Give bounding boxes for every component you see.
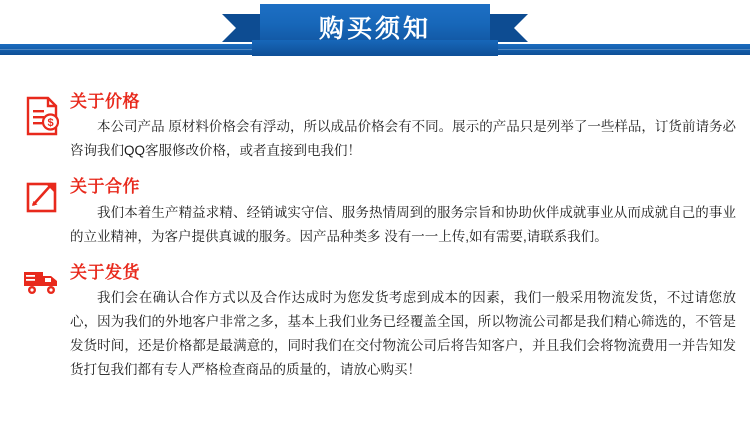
price-tag-document-icon xyxy=(25,96,59,136)
section-body-price: 本公司产品 原材料价格会有浮动，所以成品价格会有不同。展示的产品只是列举了一些样品，订货前请务必咨询我们QQ客服修改价格，或者直接到电我们！ xyxy=(70,119,736,159)
text-container-shipping xyxy=(70,263,736,382)
section-about-price xyxy=(14,92,736,163)
ribbon-wing-right xyxy=(488,14,528,42)
ribbon-wing-left xyxy=(222,14,262,42)
icon-container-price xyxy=(14,92,70,136)
delivery-truck-icon xyxy=(22,267,62,297)
section-title-shipping: 关于发货 xyxy=(70,262,140,282)
page-banner xyxy=(0,0,750,62)
text-container-price xyxy=(70,92,736,163)
section-body-cooperation: 我们本着生产精益求精、经销诚实守信、服务热情周到的服务宗旨和协助伙伴成就事业从而成就自己的事业的立业精神，为客户提供真诚的服务。因产品种类多 没有一一上传,如有需要,请联系我们。 xyxy=(70,204,736,244)
pencil-edit-icon xyxy=(25,181,59,217)
icon-container-cooperation xyxy=(14,177,70,217)
section-title-price: 关于价格 xyxy=(70,92,140,111)
section-about-cooperation xyxy=(14,177,736,248)
section-body-shipping: 我们会在确认合作方式以及合作达成时为您发货考虑到成本的因素，我们一般采用物流发货，不过请您放心，因为我们的外地客户非常之多，基本上我们业务已经覆盖全国，所以物流公司都是我们精心筛选的，不管是发货时间，还是价格都是最满意的，同时我们在交付物流公司后将告知客户，并且我们会将物流费用一并告知发货打包我们都有专人严格检查商品的质量的，请放心购买！ xyxy=(70,290,736,378)
page-title: 购买须知 xyxy=(318,14,431,43)
icon-container-shipping xyxy=(14,263,70,297)
section-about-shipping xyxy=(14,263,736,382)
notice-content xyxy=(0,62,750,382)
text-container-cooperation xyxy=(70,177,736,248)
section-title-cooperation: 关于合作 xyxy=(70,177,140,197)
svg-text:$: $ xyxy=(47,117,54,129)
